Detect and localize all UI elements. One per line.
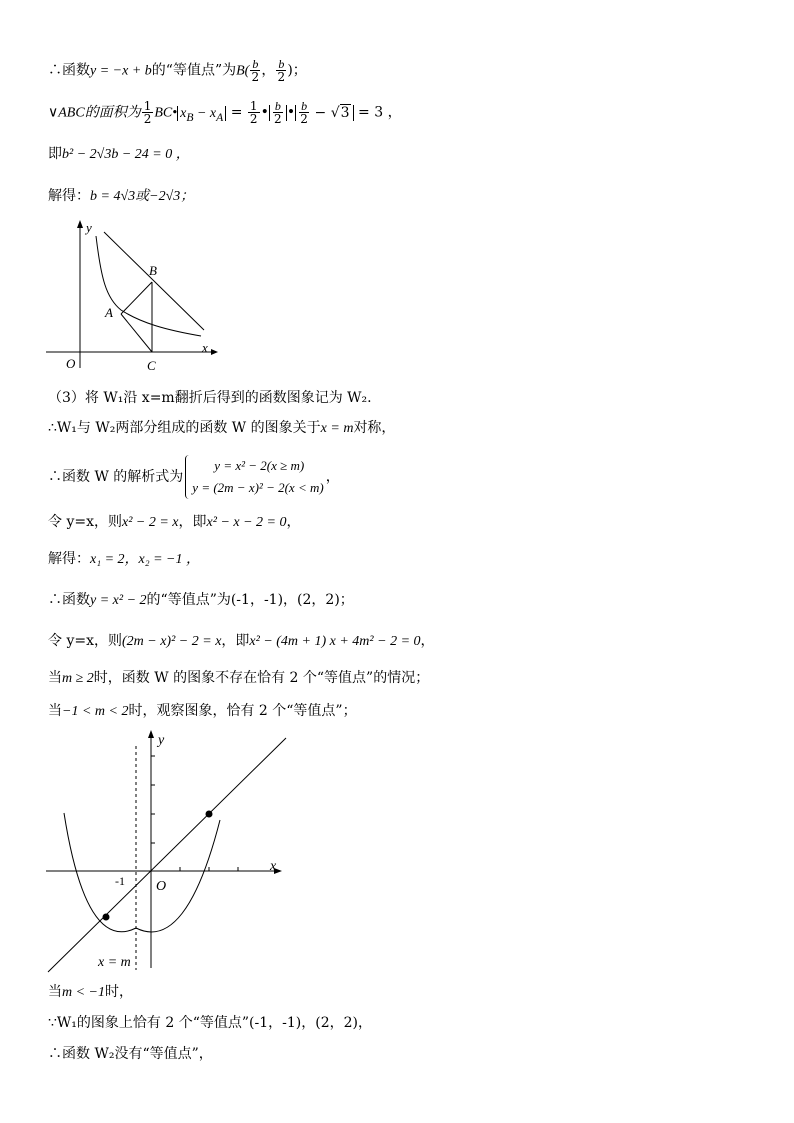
fraction-numerator: 1	[143, 99, 152, 113]
fraction-denominator: 2	[143, 112, 152, 126]
absolute-value	[177, 105, 226, 124]
text-segment: ，即	[178, 514, 207, 530]
text-line-let-y-x-2	[48, 632, 435, 651]
text-segment: )；	[287, 62, 307, 79]
square-root: 3	[340, 104, 350, 121]
text-line-fold-w2	[48, 389, 372, 407]
math-expression: (2m − x)² − 2 = x	[122, 634, 222, 649]
text-line-area-abc	[48, 100, 402, 126]
subscript: B	[186, 110, 194, 124]
text-segment: ∴函数	[48, 62, 90, 79]
label-y: y	[158, 733, 165, 748]
segment-ab	[121, 282, 152, 314]
math-expression: x² − x − 2 = 0	[206, 515, 287, 530]
label-o: O	[66, 356, 76, 371]
fraction-denominator: 2	[300, 112, 308, 126]
math-expression: m ≥ 2	[62, 671, 94, 686]
absolute-value: $\frac{b}{2}$ − √3	[295, 105, 353, 121]
text-segment: ，	[325, 469, 340, 485]
math-symbol: −	[310, 104, 331, 121]
piecewise-case-bottom: y = (2m − x)² − 2(x < m)	[192, 480, 324, 495]
y-axis-arrow	[148, 730, 154, 738]
text-segment: 解得：	[48, 551, 90, 567]
text-segment: ∨ABC的面积为	[48, 105, 141, 121]
figure-parabola-graph	[46, 728, 286, 973]
label-x: x	[270, 859, 277, 874]
label-y: y	[86, 220, 92, 235]
math-expression: x² − (4m + 1) x + 4m² − 2 = 0	[249, 634, 421, 649]
equal-point-neg1	[103, 914, 110, 921]
label-neg1: -1	[115, 874, 125, 888]
text-segment: 时，函数 W 的图象不存在恰有 2 个“等值点”的情况；	[93, 670, 430, 686]
text-segment: ，	[420, 633, 435, 649]
text-segment: （3）将 W₁沿 x=m翻折后得到的函数图象记为 W₂.	[48, 390, 372, 406]
math-expression: b = 4√3或−2√3；	[90, 189, 195, 204]
piecewise-brace	[185, 455, 323, 499]
fraction-denominator: 2	[251, 70, 260, 84]
parabola-w1	[136, 820, 220, 932]
line-y-neg-x-plus-b	[104, 232, 204, 330]
text-line-quadratic	[48, 145, 190, 164]
text-line-symmetry	[48, 419, 395, 438]
text-segment: 解得：	[48, 188, 90, 204]
text-line-w2-none	[48, 1045, 213, 1063]
text-line-solution-b	[48, 187, 194, 206]
figure-triangle-graph	[46, 218, 221, 373]
fraction	[142, 100, 154, 125]
math-expression: −1 < m < 2	[62, 704, 129, 719]
math-symbol: •	[260, 104, 269, 121]
parabola-w2	[64, 813, 136, 932]
label-c: C	[147, 358, 156, 373]
math-expression: y = −x + b	[90, 63, 152, 79]
label-x: x	[202, 340, 208, 355]
fraction-numerator: b	[301, 99, 308, 113]
text-segment: ∴W₁与 W₂两部分组成的函数 W 的图象关于	[48, 420, 321, 436]
segment-ac	[121, 314, 152, 352]
text-line-equal-point-b	[48, 58, 307, 83]
text-line-case-m-lt-neg1	[48, 983, 133, 1002]
math-expression: = 3 ，	[353, 104, 402, 121]
x-axis-arrow	[211, 349, 218, 355]
math-expression: y = x² − 2	[90, 593, 147, 608]
text-segment: 令 y=x，则	[48, 514, 122, 530]
fraction-numerator: b	[274, 99, 281, 113]
label-o: O	[156, 879, 167, 894]
text-segment: ∵W₁的图象上恰有 2 个“等值点”(-1，-1)，(2，2)，	[48, 1015, 372, 1031]
text-line-roots	[48, 550, 200, 569]
text-line-let-y-x	[48, 513, 301, 532]
text-segment: 时，观察图象，恰有 2 个“等值点”；	[128, 703, 357, 719]
math-expression: m < −1	[62, 985, 106, 1000]
absolute-value	[269, 99, 287, 126]
fraction-denominator: 2	[249, 112, 258, 126]
fraction-numerator: b	[278, 57, 285, 71]
math-symbol: •	[286, 104, 296, 121]
fraction	[250, 58, 260, 83]
fraction	[248, 100, 260, 125]
math-symbol: − x	[193, 105, 217, 121]
math-expression: B(	[236, 63, 250, 79]
fraction	[276, 58, 286, 83]
label-x-equals-m: x = m	[98, 955, 131, 970]
fraction-denominator: 2	[277, 70, 286, 84]
text-segment: ∴函数 W 的解析式为	[48, 469, 184, 485]
text-line-case-m-ge-2	[48, 669, 429, 688]
math-symbol: x	[180, 105, 187, 121]
text-segment: ，即	[221, 633, 250, 649]
text-segment: ∴函数	[48, 592, 90, 608]
fraction-numerator: 1	[249, 99, 258, 113]
text-segment: 的“等值点”为	[151, 62, 237, 79]
text-segment: 的“等值点”为(-1，-1)，(2，2)；	[146, 592, 354, 608]
label-a: A	[105, 305, 113, 320]
y-axis-arrow	[77, 220, 83, 228]
text-segment: ，	[286, 514, 301, 530]
fraction	[299, 100, 309, 125]
piecewise-case-top: y = x² − 2(x ≥ m)	[214, 458, 305, 473]
text-segment: 时，	[105, 984, 134, 1000]
text-segment: 当	[48, 703, 62, 719]
math-expression: BC•	[154, 105, 178, 121]
fraction	[273, 100, 283, 125]
text-segment: 令 y=x，则	[48, 633, 122, 649]
text-line-w1-points	[48, 1014, 372, 1032]
text-segment: 当	[48, 984, 62, 1000]
math-expression: x² − 2 = x	[122, 515, 179, 530]
label-b: B	[149, 263, 157, 278]
text-segment: ∴函数 W₂没有“等值点”，	[48, 1046, 213, 1062]
text-segment: 当	[48, 670, 62, 686]
math-expression: b² − 2√3b − 24 = 0 ，	[62, 147, 190, 162]
fraction-numerator: b	[252, 57, 259, 71]
text-segment: 即	[48, 146, 62, 162]
math-expression: =	[226, 104, 247, 121]
text-line-case-between	[48, 702, 357, 721]
math-expression: x = m	[320, 421, 354, 436]
text-line-equal-points	[48, 591, 354, 610]
line-y-equals-x	[48, 738, 286, 972]
text-segment: ，	[261, 62, 276, 79]
equal-point-2	[206, 811, 213, 818]
fraction-denominator: 2	[274, 112, 282, 126]
subscript: A	[216, 110, 224, 124]
text-line-piecewise	[48, 455, 340, 499]
math-expression: x₁ = 2，x₂ = −1 ，	[90, 552, 201, 567]
text-segment: 对称，	[353, 420, 396, 436]
